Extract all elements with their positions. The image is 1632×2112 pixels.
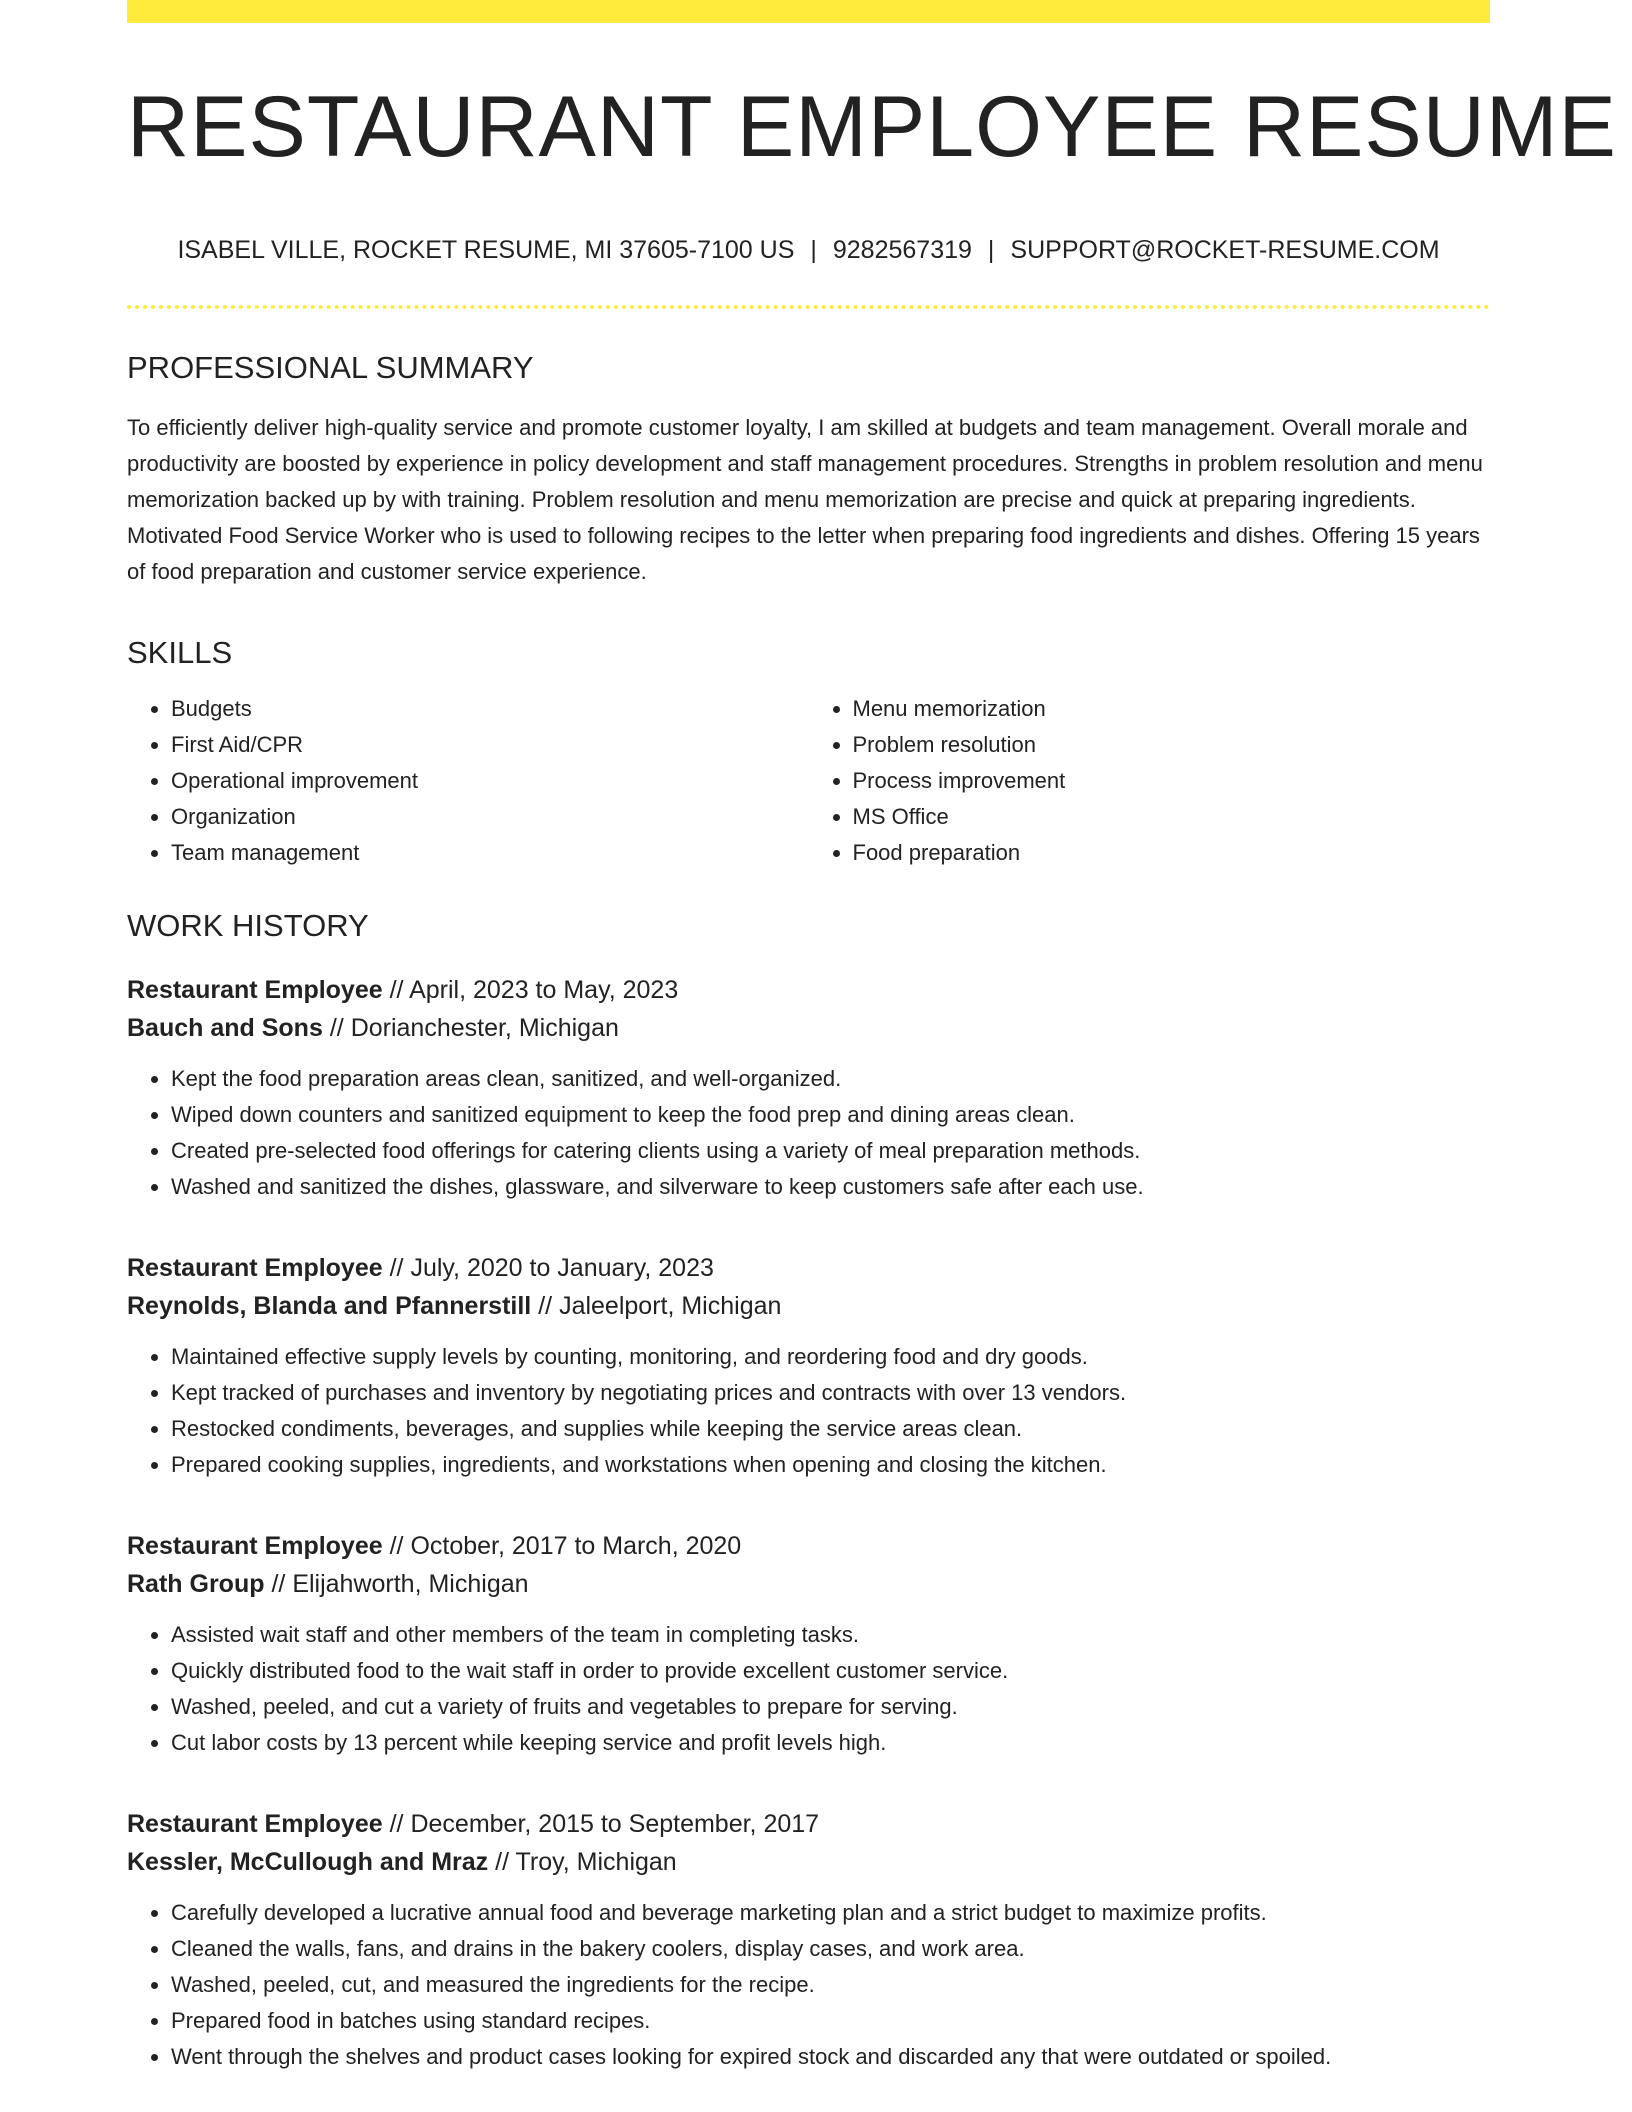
job-bullet: • Went through the shelves and product cases looking for expired stock and discarded any that were outdated or spoiled.	[171, 2039, 1490, 2075]
job-entry	[127, 1249, 1490, 1483]
skill-item: • Budgets	[171, 691, 809, 727]
contact-address: ISABEL VILLE, ROCKET RESUME, MI 37605-7100 US	[177, 236, 795, 264]
contact-separator: |	[987, 236, 995, 264]
job-bullet: • Wiped down counters and sanitized equipment to keep the food prep and dining areas clean.	[171, 1097, 1490, 1133]
job-role: Restaurant Employee	[127, 975, 383, 1004]
job-company-line	[127, 1843, 1490, 1881]
job-entry	[127, 971, 1490, 1205]
job-separator: //	[389, 1531, 404, 1560]
job-entry	[127, 1805, 1490, 2075]
contact-phone: 9282567319	[832, 236, 972, 264]
job-company: Rath Group	[127, 1569, 265, 1598]
job-separator: //	[271, 1569, 286, 1598]
job-bullet: • Washed and sanitized the dishes, glassware, and silverware to keep customers safe after each use.	[171, 1169, 1490, 1205]
job-bullet: • Cut labor costs by 13 percent while keeping service and profit levels high.	[171, 1725, 1490, 1761]
job-location: Elijahworth, Michigan	[292, 1569, 529, 1598]
job-company-line	[127, 1287, 1490, 1325]
job-bullet: • Cleaned the walls, fans, and drains in the bakery coolers, display cases, and work area.	[171, 1931, 1490, 1967]
skill-item: • First Aid/CPR	[171, 727, 809, 763]
job-role-line	[127, 1249, 1490, 1287]
job-bullet: • Maintained effective supply levels by counting, monitoring, and reordering food and dry goods.	[171, 1339, 1490, 1375]
job-bullet: • Quickly distributed food to the wait staff in order to provide excellent customer service.	[171, 1653, 1490, 1689]
skill-item: • MS Office	[853, 799, 1491, 835]
summary-text: To efficiently deliver high-quality service and promote customer loyalty, I am skilled at budgets and team management. Overall morale and productivity are boosted by experience in policy development and staff management procedures. Strengths in problem resolution and menu memorization backed up by with training. Problem resolution and menu memorization are precise and quick at preparing ingredients. Motivated Food Service Worker who is used to following recipes to the letter when preparing food ingredients and dishes. Offering 15 years of food preparation and customer service experience.	[127, 415, 1483, 585]
job-company-line	[127, 1565, 1490, 1603]
skills-column-right	[809, 691, 1491, 871]
job-location: Troy, Michigan	[515, 1847, 677, 1876]
skills-grid	[127, 691, 1490, 871]
skill-item: • Menu memorization	[853, 691, 1491, 727]
job-bullets	[127, 1061, 1490, 1205]
skill-item: • Problem resolution	[853, 727, 1491, 763]
job-company: Kessler, McCullough and Mraz	[127, 1847, 489, 1876]
work-history-heading: WORK HISTORY	[127, 908, 369, 944]
contact-line	[127, 235, 1490, 265]
dotted-divider	[127, 305, 1490, 309]
job-dates: October, 2017 to March, 2020	[410, 1531, 742, 1560]
skill-item: • Operational improvement	[171, 763, 809, 799]
job-bullet: • Prepared cooking supplies, ingredients, and workstations when opening and closing the kitchen.	[171, 1447, 1490, 1483]
job-bullets	[127, 1339, 1490, 1483]
job-role-line	[127, 1527, 1490, 1565]
contact-separator: |	[810, 236, 817, 264]
job-separator: //	[389, 975, 404, 1004]
skill-item: • Organization	[171, 799, 809, 835]
job-bullet: • Carefully developed a lucrative annual food and beverage marketing plan and a strict budget to maximize profits.	[171, 1895, 1490, 1931]
job-separator: //	[389, 1253, 404, 1282]
resume-page	[127, 0, 1617, 2075]
job-bullet: • Kept the food preparation areas clean, sanitized, and well-organized.	[171, 1061, 1490, 1097]
job-role: Restaurant Employee	[127, 1253, 383, 1282]
job-bullet: • Washed, peeled, and cut a variety of fruits and vegetables to prepare for serving.	[171, 1689, 1490, 1725]
job-dates: July, 2020 to January, 2023	[410, 1253, 714, 1282]
job-separator: //	[495, 1847, 510, 1876]
job-separator: //	[389, 1809, 404, 1838]
job-role: Restaurant Employee	[127, 1531, 383, 1560]
job-entry	[127, 1527, 1490, 1761]
job-bullet: • Washed, peeled, cut, and measured the ingredients for the recipe.	[171, 1967, 1490, 2003]
skill-item: • Team management	[171, 835, 809, 871]
job-bullet: • Created pre-selected food offerings for catering clients using a variety of meal preparation methods.	[171, 1133, 1490, 1169]
contact-email: SUPPORT@ROCKET-RESUME.COM	[1010, 236, 1440, 264]
skill-item: • Food preparation	[853, 835, 1491, 871]
job-location: Jaleelport, Michigan	[559, 1291, 782, 1320]
job-bullet: • Kept tracked of purchases and inventory by negotiating prices and contracts with over 13 vendors.	[171, 1375, 1490, 1411]
job-bullets	[127, 1617, 1490, 1761]
resume-title: RESTAURANT EMPLOYEE RESUME	[127, 79, 1617, 175]
job-bullet: • Prepared food in batches using standard recipes.	[171, 2003, 1490, 2039]
job-bullet: • Restocked condiments, beverages, and supplies while keeping the service areas clean.	[171, 1411, 1490, 1447]
job-role: Restaurant Employee	[127, 1809, 383, 1838]
job-dates: April, 2023 to May, 2023	[409, 975, 679, 1004]
job-bullet: • Assisted wait staff and other members of the team in completing tasks.	[171, 1617, 1490, 1653]
job-bullets	[127, 1895, 1490, 2075]
job-separator: //	[538, 1291, 553, 1320]
job-dates: December, 2015 to September, 2017	[410, 1809, 820, 1838]
job-role-line	[127, 1805, 1490, 1843]
summary-heading: PROFESSIONAL SUMMARY	[127, 350, 534, 385]
job-company: Reynolds, Blanda and Pfannerstill	[127, 1291, 532, 1320]
skills-column-left	[127, 691, 809, 871]
job-location: Dorianchester, Michigan	[350, 1013, 619, 1042]
job-company-line	[127, 1009, 1490, 1047]
skill-item: • Process improvement	[853, 763, 1491, 799]
skills-heading: SKILLS	[127, 635, 233, 671]
job-role-line	[127, 971, 1490, 1009]
accent-bar	[127, 0, 1490, 23]
job-separator: //	[329, 1013, 344, 1042]
job-company: Bauch and Sons	[127, 1013, 323, 1042]
